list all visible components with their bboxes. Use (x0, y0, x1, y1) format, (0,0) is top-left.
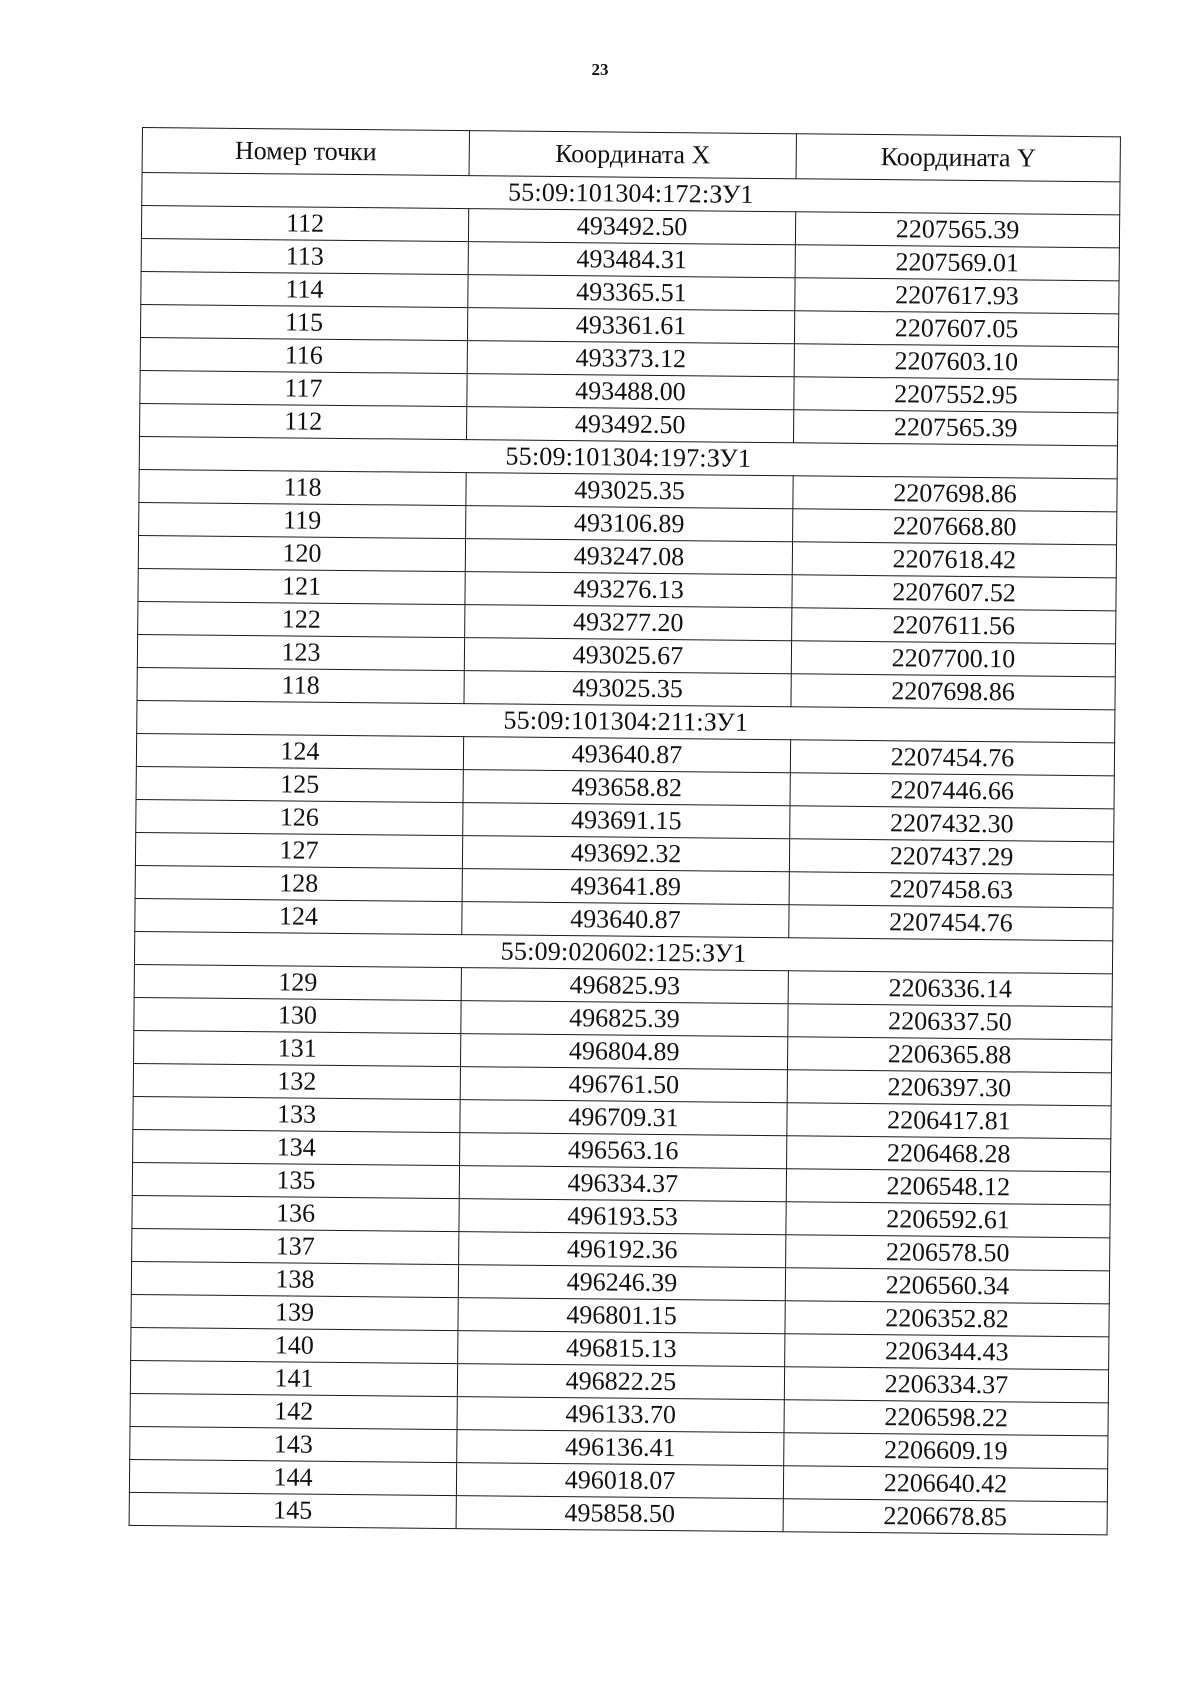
coordinate-x-cell: 496761.50 (460, 1067, 787, 1103)
coordinate-x-cell: 493365.51 (468, 275, 795, 311)
coordinate-y-cell: 2207565.39 (793, 410, 1117, 446)
point-number-cell: 124 (136, 733, 463, 769)
coordinate-y-cell: 2206578.50 (786, 1235, 1110, 1271)
coordinate-y-cell: 2206397.30 (787, 1070, 1111, 1106)
coordinate-y-cell: 2207432.30 (790, 806, 1114, 842)
coordinate-x-cell: 493641.89 (462, 869, 789, 905)
coordinate-x-cell: 495858.50 (456, 1496, 783, 1532)
coordinate-y-cell: 2207611.56 (792, 608, 1116, 644)
coordinate-y-cell: 2207569.01 (795, 245, 1119, 281)
point-number-cell: 125 (136, 766, 463, 802)
coordinate-y-cell: 2207458.63 (789, 872, 1113, 908)
point-number-cell: 137 (132, 1228, 459, 1264)
point-number-cell: 132 (133, 1063, 460, 1099)
point-number-cell: 124 (135, 898, 462, 934)
table-body (129, 173, 1120, 1535)
point-number-cell: 130 (134, 997, 461, 1033)
coordinate-y-cell: 2207698.86 (793, 476, 1117, 512)
point-number-cell: 115 (140, 304, 467, 340)
point-number-cell: 136 (132, 1195, 459, 1231)
coordinate-y-cell: 2206336.14 (788, 971, 1112, 1007)
coordinate-x-cell: 496133.70 (457, 1397, 784, 1433)
coordinate-x-cell: 496193.53 (459, 1199, 786, 1235)
coordinate-x-cell: 496804.89 (460, 1034, 787, 1070)
coordinate-y-cell: 2206678.85 (783, 1499, 1107, 1535)
coordinate-y-cell: 2207565.39 (795, 212, 1119, 248)
coordinate-x-cell: 493488.00 (467, 374, 794, 410)
coordinate-x-cell: 496709.31 (460, 1100, 787, 1136)
coordinate-y-cell: 2206334.37 (784, 1367, 1108, 1403)
coordinate-y-cell: 2207700.10 (791, 641, 1115, 677)
header-coordinate-x: Координата X (469, 131, 796, 179)
point-number-cell: 139 (131, 1294, 458, 1330)
coordinate-y-cell: 2206337.50 (788, 1004, 1112, 1040)
point-number-cell: 144 (129, 1459, 456, 1495)
coordinate-x-cell: 493106.89 (466, 506, 793, 542)
coordinate-x-cell: 493484.31 (468, 242, 795, 278)
point-number-cell: 141 (130, 1360, 457, 1396)
point-number-cell: 133 (133, 1096, 460, 1132)
coordinate-y-cell: 2207607.52 (792, 575, 1116, 611)
point-number-cell: 145 (129, 1492, 456, 1528)
point-number-cell: 119 (139, 502, 466, 538)
coordinate-x-cell: 496825.39 (461, 1001, 788, 1037)
coordinate-y-cell: 2207698.86 (791, 674, 1115, 710)
coordinate-x-cell: 496334.37 (459, 1166, 786, 1202)
point-number-cell: 135 (132, 1162, 459, 1198)
coordinate-y-cell: 2206548.12 (786, 1169, 1110, 1205)
coordinate-y-cell: 2207454.76 (789, 905, 1113, 941)
coordinate-y-cell: 2206344.43 (785, 1334, 1109, 1370)
coordinate-x-cell: 493640.87 (462, 902, 789, 938)
coordinate-y-cell: 2207603.10 (794, 344, 1118, 380)
coordinate-x-cell: 496825.93 (461, 968, 788, 1004)
coordinate-x-cell: 493025.67 (464, 638, 791, 674)
point-number-cell: 121 (138, 568, 465, 604)
point-number-cell: 134 (133, 1129, 460, 1165)
coordinate-x-cell: 496563.16 (460, 1133, 787, 1169)
point-number-cell: 120 (138, 535, 465, 571)
page-number: 23 (591, 60, 609, 79)
coordinate-x-cell: 493640.87 (463, 737, 790, 773)
coordinates-table (129, 127, 1121, 1535)
point-number-cell: 138 (131, 1261, 458, 1297)
coordinate-y-cell: 2206592.61 (786, 1202, 1110, 1238)
point-number-cell: 128 (135, 865, 462, 901)
point-number-cell: 140 (131, 1327, 458, 1363)
coordinate-y-cell: 2206609.19 (784, 1433, 1108, 1469)
coordinate-y-cell: 2206598.22 (784, 1400, 1108, 1436)
header-coordinate-y: Координата Y (796, 134, 1120, 182)
coordinate-y-cell: 2206352.82 (785, 1301, 1109, 1337)
point-number-cell: 129 (134, 964, 461, 1000)
point-number-cell: 118 (139, 469, 466, 505)
coordinate-x-cell: 493276.13 (465, 572, 792, 608)
coordinate-x-cell: 493373.12 (467, 341, 794, 377)
point-number-cell: 113 (141, 238, 468, 274)
coordinate-x-cell: 496192.36 (459, 1232, 786, 1268)
coordinate-y-cell: 2207437.29 (789, 839, 1113, 875)
header-point-number: Номер точки (142, 128, 469, 176)
coordinate-x-cell: 493658.82 (463, 770, 790, 806)
coordinate-y-cell: 2206640.42 (783, 1466, 1107, 1502)
coordinate-x-cell: 496136.41 (457, 1430, 784, 1466)
parcel-id: 55:09:101304:172:ЗУ1 (142, 173, 1120, 215)
coordinate-x-cell: 493492.50 (468, 209, 795, 245)
coordinate-x-cell: 493692.32 (462, 836, 789, 872)
coordinate-y-cell: 2207618.42 (792, 542, 1116, 578)
coordinate-y-cell: 2207446.66 (790, 773, 1114, 809)
coordinate-y-cell: 2206468.28 (787, 1136, 1111, 1172)
point-number-cell: 126 (136, 799, 463, 835)
coordinate-x-cell: 493247.08 (465, 539, 792, 575)
coordinate-y-cell: 2207617.93 (795, 278, 1119, 314)
point-number-cell: 114 (141, 271, 468, 307)
coordinate-x-cell: 493492.50 (467, 407, 794, 443)
coordinate-x-cell: 493025.35 (464, 671, 791, 707)
coordinate-x-cell: 496801.15 (458, 1298, 785, 1334)
point-number-cell: 116 (140, 337, 467, 373)
point-number-cell: 117 (140, 370, 467, 406)
parcel-id: 55:09:101304:211:ЗУ1 (137, 700, 1115, 742)
point-number-cell: 112 (140, 403, 467, 439)
point-number-cell: 143 (130, 1426, 457, 1462)
point-number-cell: 123 (137, 634, 464, 670)
coordinate-x-cell: 493361.61 (467, 308, 794, 344)
coordinate-x-cell: 496018.07 (456, 1463, 783, 1499)
coordinate-y-cell: 2206560.34 (785, 1268, 1109, 1304)
point-number-cell: 142 (130, 1393, 457, 1429)
coordinate-x-cell: 496246.39 (458, 1265, 785, 1301)
point-number-cell: 112 (141, 206, 468, 242)
coordinate-y-cell: 2207607.05 (794, 311, 1118, 347)
parcel-id: 55:09:101304:197:ЗУ1 (139, 436, 1117, 478)
coordinate-x-cell: 493277.20 (465, 605, 792, 641)
coordinate-x-cell: 493025.35 (466, 473, 793, 509)
coordinate-x-cell: 496815.13 (458, 1331, 785, 1367)
point-number-cell: 118 (137, 667, 464, 703)
parcel-id: 55:09:020602:125:ЗУ1 (134, 931, 1112, 973)
point-number-cell: 131 (134, 1030, 461, 1066)
coordinate-y-cell: 2207552.95 (794, 377, 1118, 413)
coordinate-y-cell: 2206365.88 (787, 1037, 1111, 1073)
coordinate-x-cell: 493691.15 (463, 803, 790, 839)
coordinate-y-cell: 2206417.81 (787, 1103, 1111, 1139)
coordinate-y-cell: 2207454.76 (790, 740, 1114, 776)
coordinate-x-cell: 496822.25 (457, 1364, 784, 1400)
point-number-cell: 127 (135, 832, 462, 868)
coordinate-y-cell: 2207668.80 (793, 509, 1117, 545)
point-number-cell: 122 (138, 601, 465, 637)
